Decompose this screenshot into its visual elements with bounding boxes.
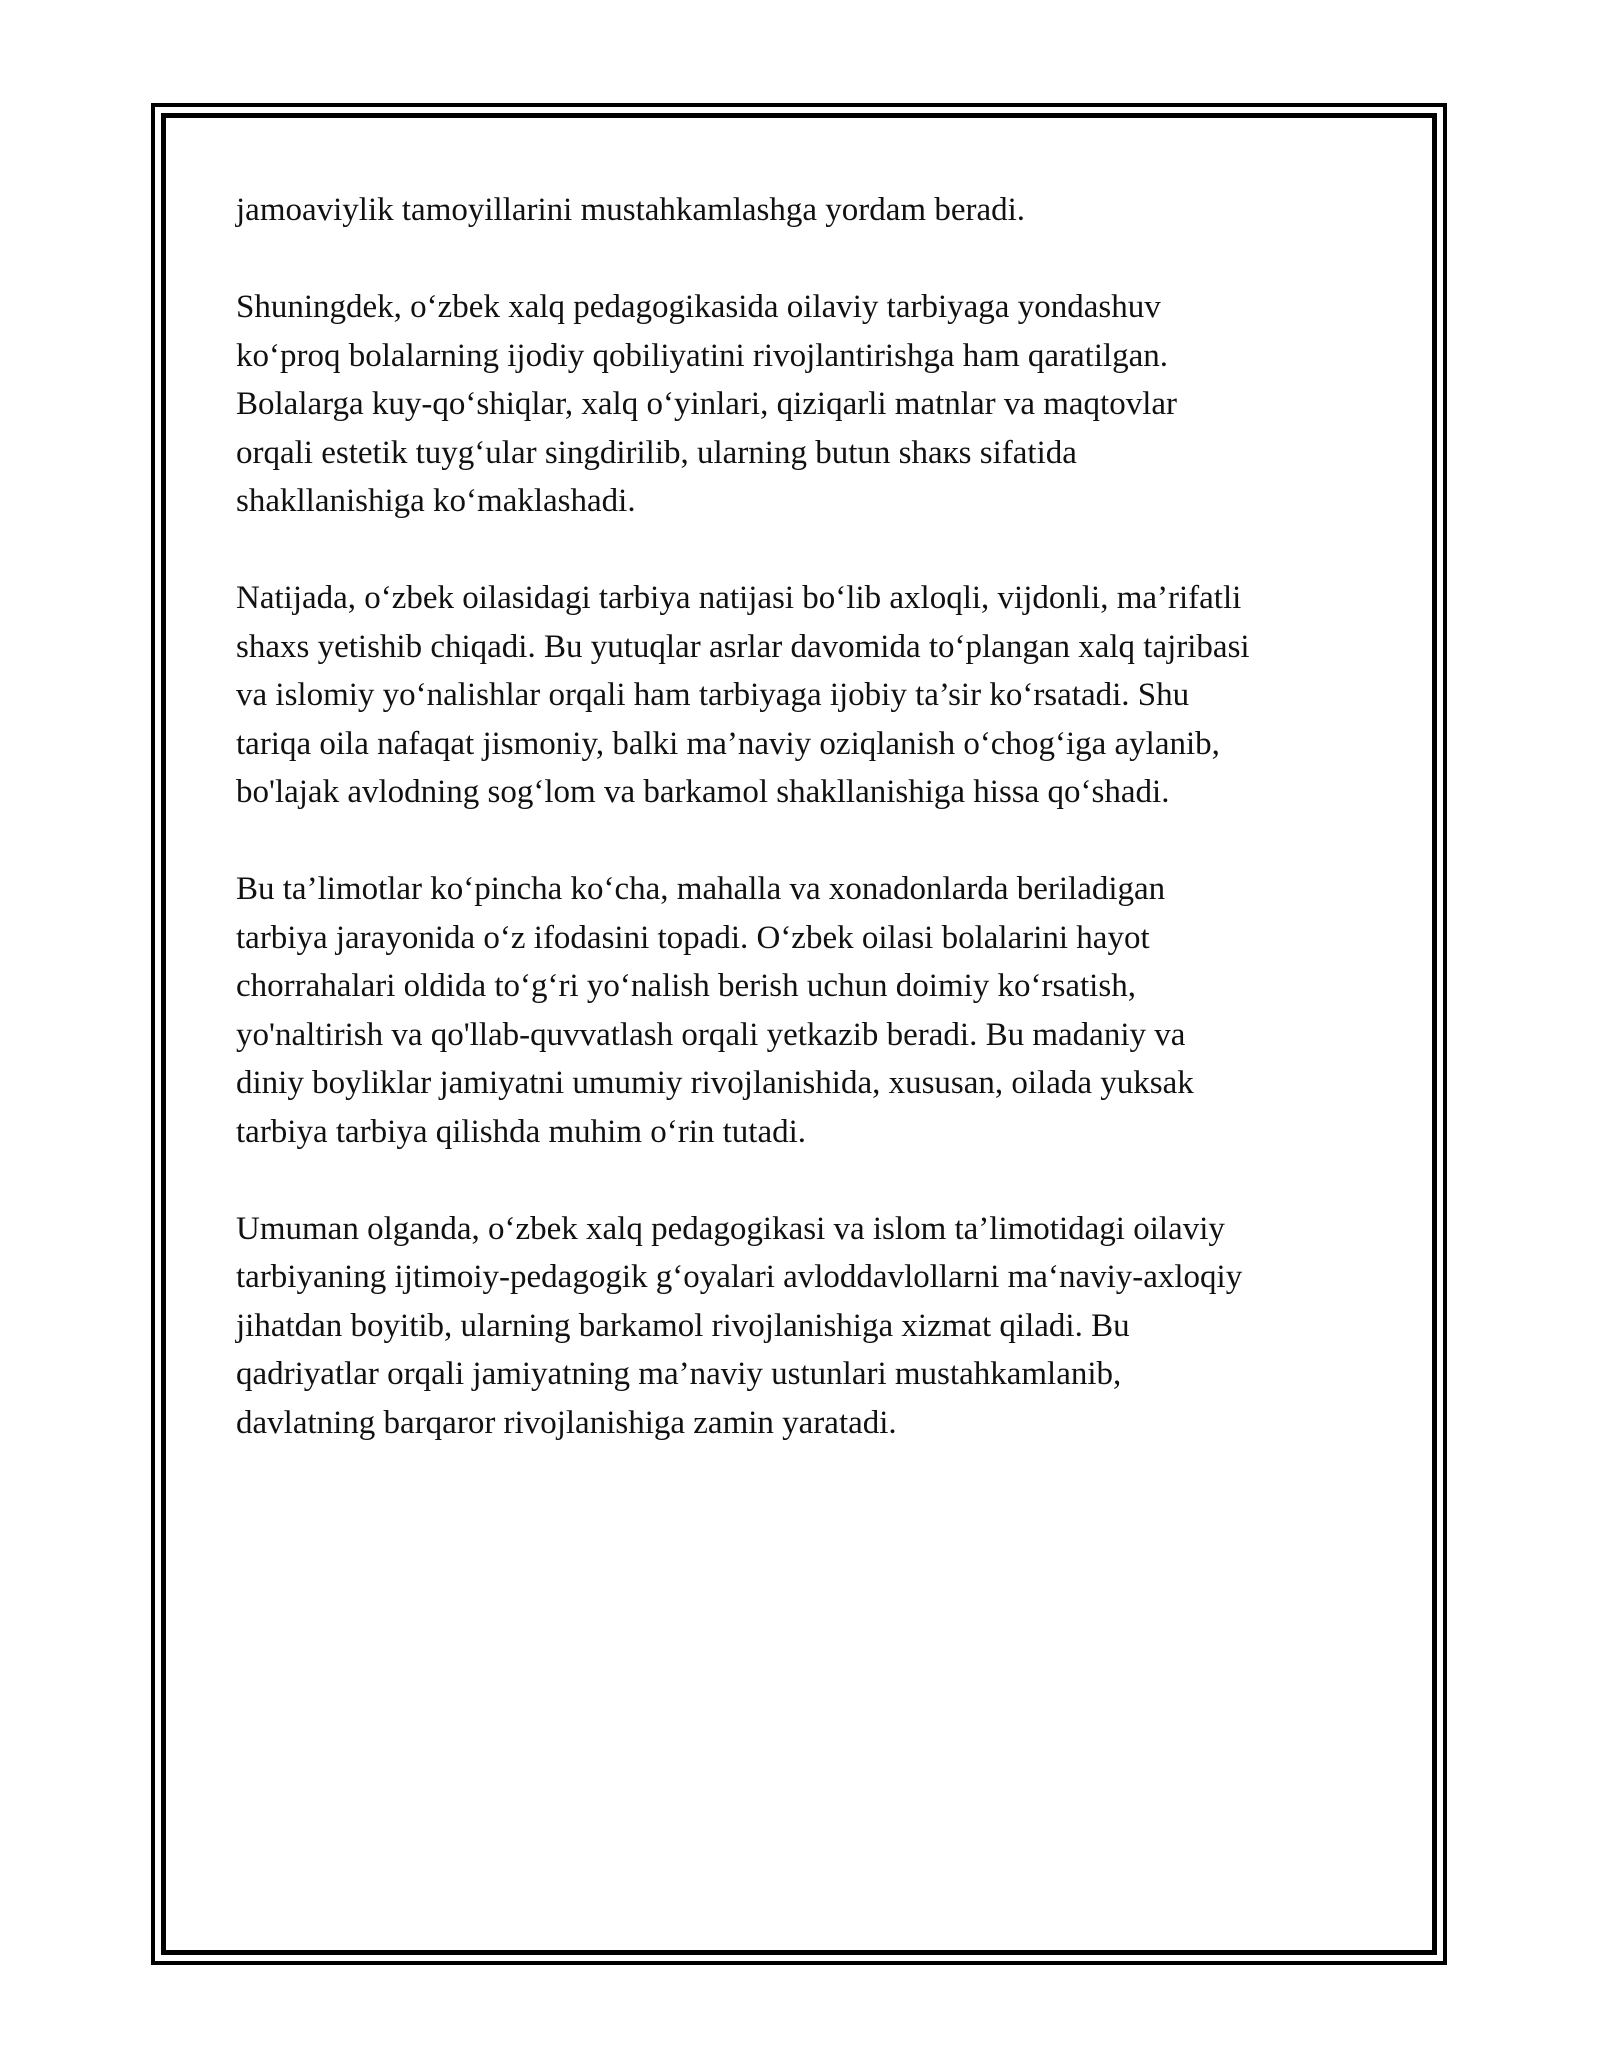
text-line: jamoaviylik tamoyillarini mustahkamlashga yordam beradi. [236, 192, 1026, 228]
paragraph-2 [236, 283, 1386, 526]
text-line: ko‘proq bolalarning ijodiy qobiliyatini rivojlantirishga ham qaratilgan. [236, 337, 1169, 374]
text-line: diniy boyliklar jamiyatni umumiy rivojlanishida, xususan, oilada yuksak [236, 1065, 1194, 1101]
text-line: Umuman olganda, o‘zbek xalq pedagogikasi va islom ta’limotidagi oilaviy [236, 1210, 1225, 1247]
document-body [236, 186, 1386, 1496]
paragraph-1 [236, 186, 1386, 235]
paragraph-3 [236, 574, 1386, 817]
text-line: tarbiyaning ijtimoiy-pedagogik g‘oyalari avloddavlollarni maʻnaviy-axloqiy [236, 1259, 1243, 1295]
text-line: va islomiy yo‘nalishlar orqali ham tarbiyaga ijobiy ta’sir ko‘rsatadi. Shu [236, 677, 1190, 713]
text-line: shaxs yetishib chiqadi. Bu yutuqlar asrlar davomida to‘plangan xalq tajribasi [236, 628, 1250, 665]
text-line: jihatdan boyitib, ularning barkamol rivojlanishiga xizmat qiladi. Bu [236, 1307, 1130, 1344]
text-line: tarbiya jarayonida o‘z ifodasini topadi. O‘zbek oilasi bolalarini hayot [236, 919, 1150, 956]
paragraph-4 [236, 865, 1386, 1156]
text-line: tarbiya tarbiya qilishda muhim o‘rin tutadi. [236, 1113, 807, 1150]
text-line: Bu ta’limotlar ko‘pincha ko‘cha, mahalla va xonadonlarda beriladigan [236, 871, 1166, 907]
text-line: yo'naltirish va qo'llab-quvvatlash orqali yetkazib beradi. Bu madaniy va [236, 1016, 1186, 1053]
text-line: bo'lajak avlodning sog‘lom va barkamol shakllanishiga hissa qo‘shadi. [236, 774, 1170, 810]
text-line: Bolalarga kuy-qo‘shiqlar, xalq o‘yinlari, qiziqarli matnlar va maqtovlar [236, 386, 1178, 422]
text-line: orqali estetik tuyg‘ular singdirilib, ularning butun shaкs sifatida [236, 434, 1077, 471]
text-line: shakllanishiga ko‘maklashadi. [236, 483, 636, 519]
paragraph-5 [236, 1205, 1386, 1448]
text-line: Natijada, o‘zbek oilasidagi tarbiya natijasi bo‘lib axloqli, vijdonli, ma’rifatli [236, 580, 1242, 616]
text-line: Shuningdek, o‘zbek xalq pedagogikasida oilaviy tarbiyaga yondashuv [236, 289, 1161, 325]
text-line: tariqa oila nafaqat jismoniy, balki ma’naviy oziqlanish o‘chog‘iga aylanib, [236, 725, 1220, 762]
text-line: davlatning barqaror rivojlanishiga zamin yaratadi. [236, 1404, 897, 1441]
text-line: chorrahalari oldida to‘g‘ri yo‘nalish berish uchun doimiy ko‘rsatish, [236, 968, 1136, 1004]
text-line: qadriyatlar orqali jamiyatning ma’naviy ustunlari mustahkamlanib, [236, 1356, 1122, 1392]
